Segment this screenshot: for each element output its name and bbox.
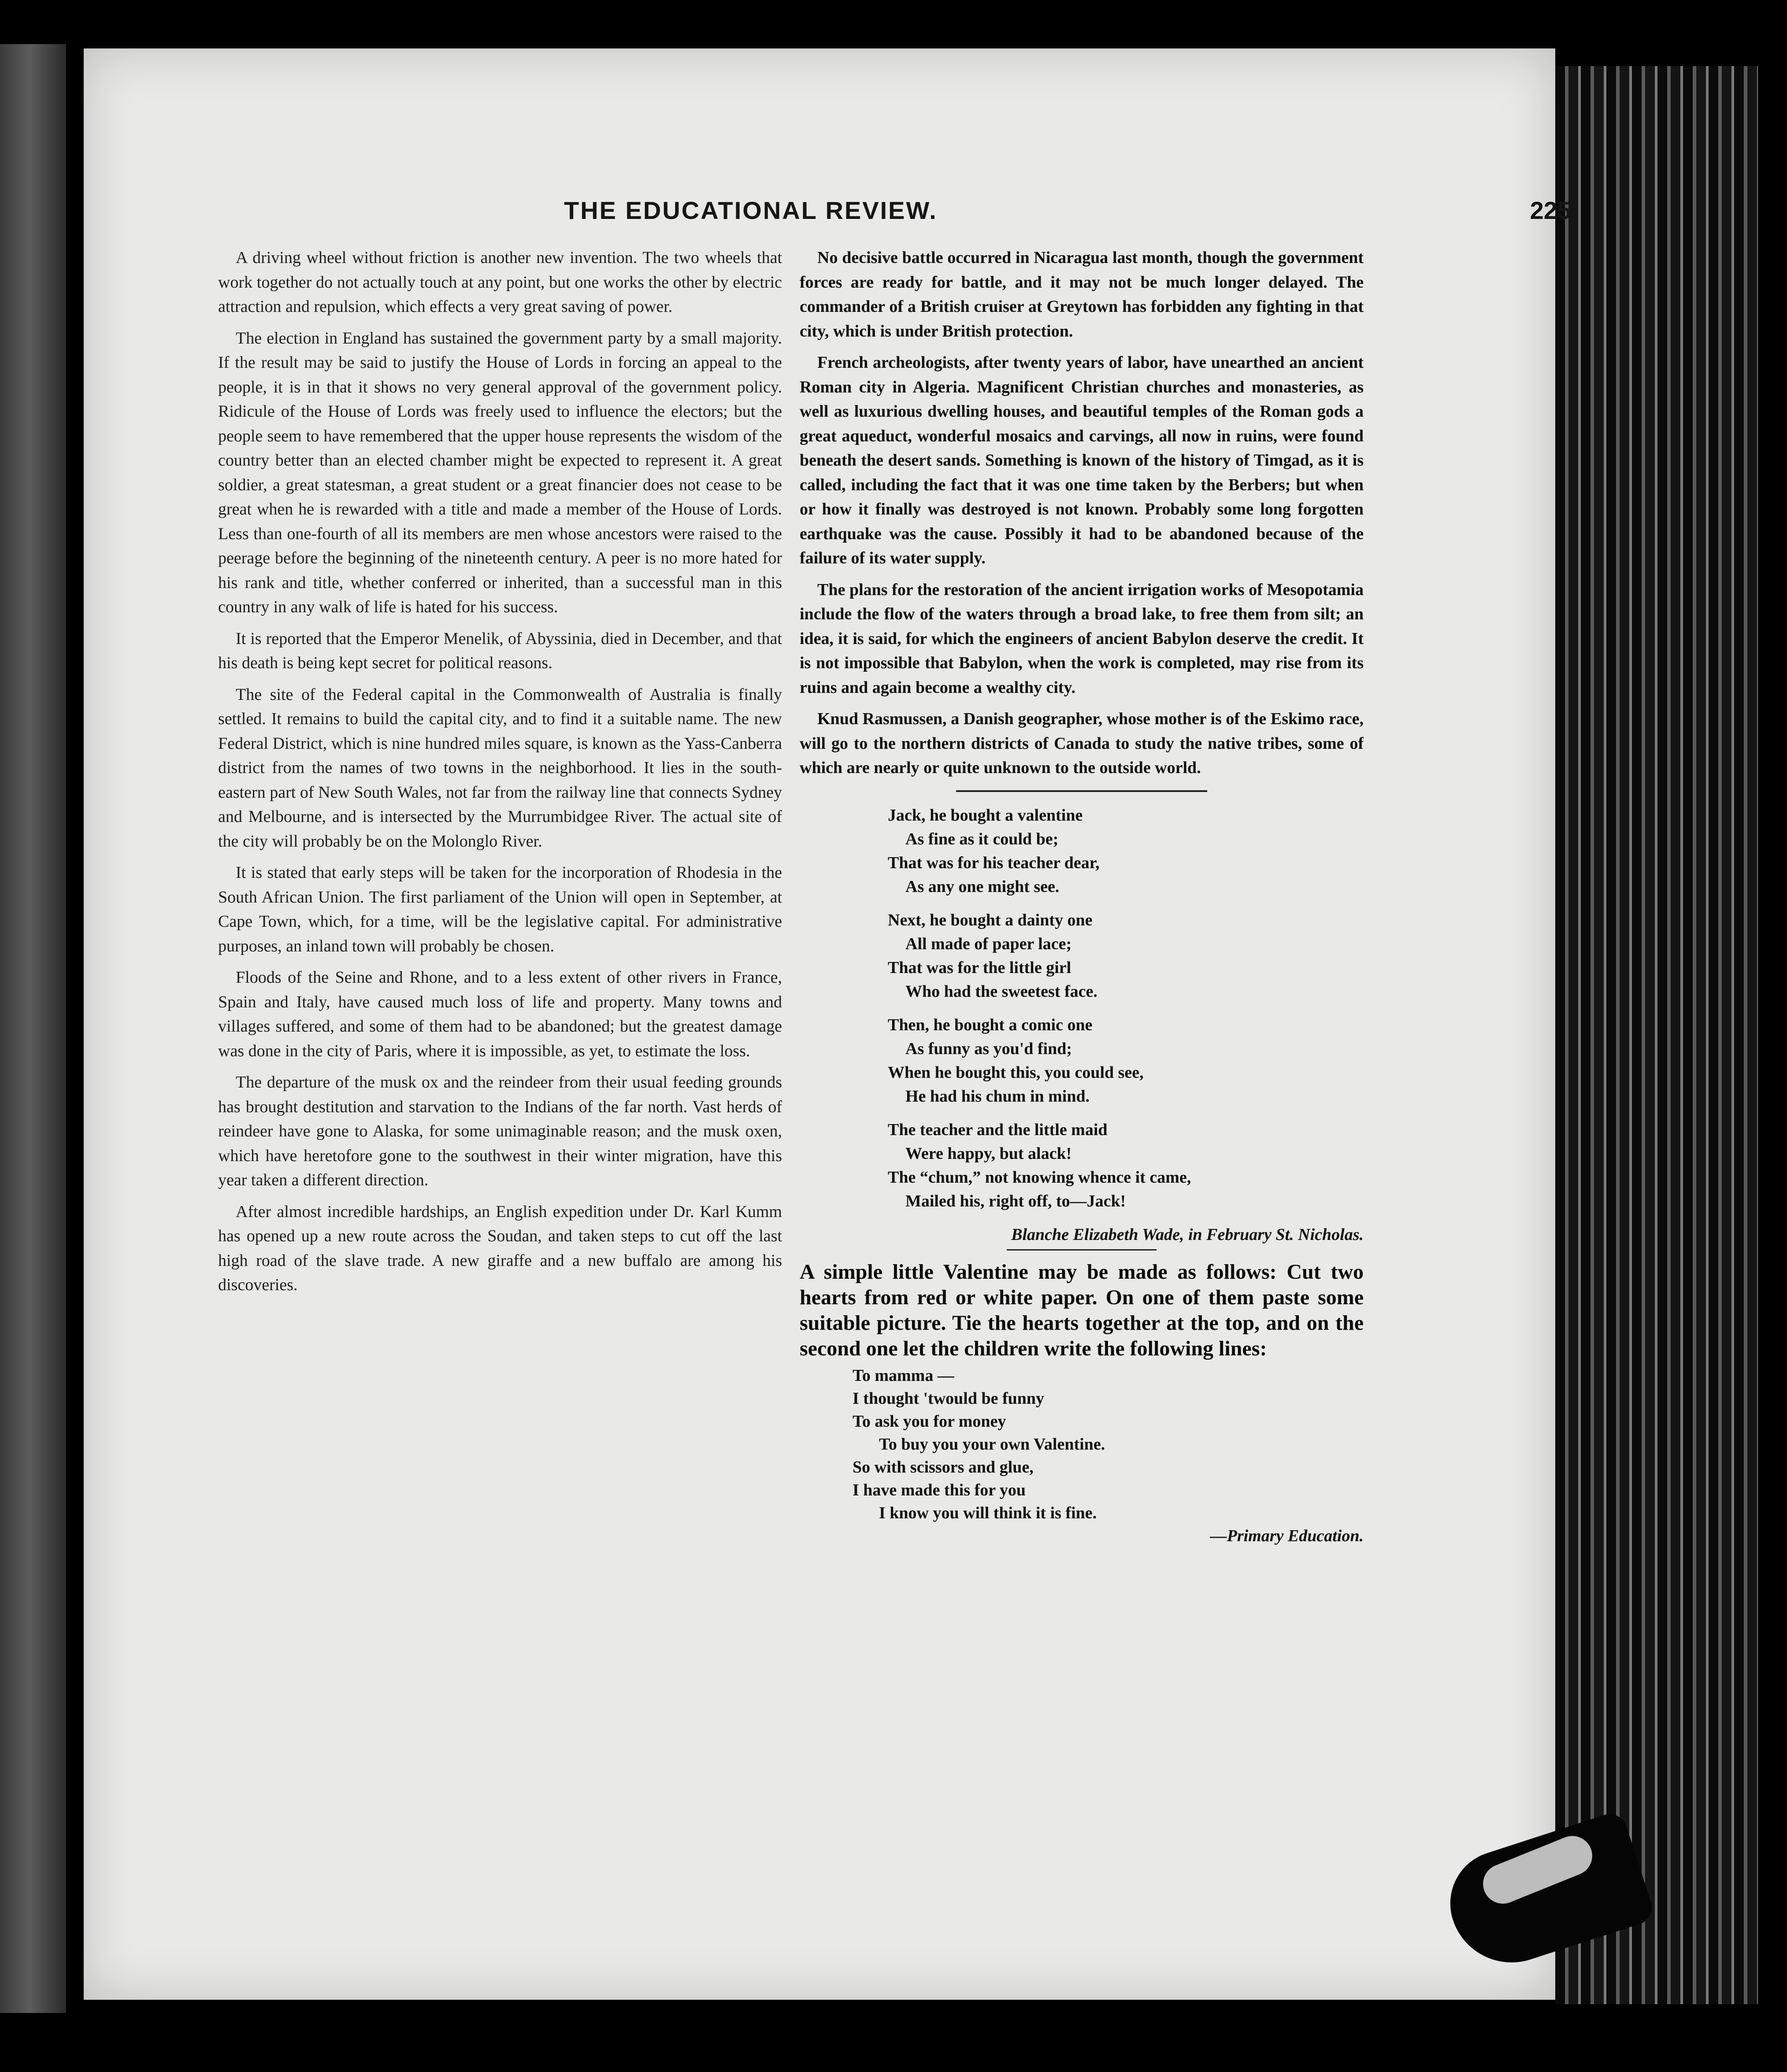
article-paragraph: The site of the Federal capital in the Commonwealth of Australia is finally settled. It remains to build the capital city, and to find it a suitable name. The new Federal District, which is nine hundred miles square, is known as the Yass-Canberra district from the names of two towns in the neighborhood. It lies in the south-eastern part of New South Wales, not far from the railway line that connects Sydney and Melbourne, and is intersected by the Murrumbidgee River. The actual site of the city will probably be on the Molonglo River. [218,685,782,851]
poem-line: Jack, he bought a valentine [888,806,1083,825]
verse-line: To mamma — [853,1366,954,1385]
poem-stanza [888,1118,1364,1213]
article-paragraph: Knud Rasmussen, a Danish geographer, whose mother is of the Eskimo race, will go to the northern districts of Canada to study the native tribes, some of which are nearly or quite unknown to the outside world. [800,710,1364,777]
poem-line: That was for his teacher dear, [888,853,1100,872]
article-paragraph: No decisive battle occurred in Nicaragua last month, though the government forces are ready for battle, and it may not be much longer delayed. The commander of a British cruiser at Greytown has forbidden any fighting in that city, which is under British protection. [800,248,1364,340]
right-column [800,246,1364,1779]
poem-stanza [888,908,1364,1003]
article-paragraph: It is stated that early steps will be taken for the incorporation of Rhodesia in the South African Union. The first parliament of the Union will open in September, at Cape Town, which, for a time, will be the legislative capital. For administrative purposes, an inland town will probably be chosen. [218,863,782,955]
article-paragraph: The departure of the musk ox and the reindeer from their usual feeding grounds has brought destitution and starvation to the Indians of the far north. Vast herds of reindeer have gone to Alaska, for some unimaginable reason; and the musk oxen, which have heretofore gone to the southwest in their winter migration, have this year taken a different direction. [218,1073,782,1189]
verse-source: —Primary Education. [1210,1526,1364,1545]
article-paragraph: The plans for the restoration of the ancient irrigation works of Mesopotamia include the flow of the waters through a broad lake, to free them from silt; an idea, it is said, for which the engineers of ancient Babylon deserve the credit. It is not impossible that Babylon, when the work is completed, may rise from its ruins and again become a wealthy city. [800,580,1364,697]
poem-line: That was for the little girl [888,958,1071,977]
verse-line: So with scissors and glue, [853,1458,1034,1476]
poem-line: Then, he bought a comic one [888,1015,1093,1034]
article-paragraph: It is reported that the Emperor Menelik, of Abyssinia, died in December, and that his death is being kept secret for political reasons. [218,629,782,672]
article-paragraph: After almost incredible hardships, an English expedition under Dr. Karl Kumm has opened up a new route across the Soudan, and taken steps to cut off the last high road of the slave trade. A new giraffe and a new buffalo are among his discoveries. [218,1202,782,1294]
page-number: 225 [1530,196,1571,224]
poem-line: Who had the sweetest face. [905,982,1097,1001]
verse-line: I have made this for you [853,1480,1026,1499]
running-header [564,196,1571,236]
valentine-poem [888,803,1364,1213]
section-divider [1007,1249,1157,1251]
poem-line: Next, he bought a dainty one [888,910,1093,929]
verse-line: To ask you for money [853,1412,1006,1431]
article-paragraph: The election in England has sustained the government party by a small majority. If the result may be said to justify the House of Lords in forcing an appeal to the people, it is in that it shows no very general approval of the government policy. Ridicule of the House of Lords was freely used to influence the electors; but the people seem to have remembered that the upper house represents the wisdom of the country better than an elected chamber might be expected to represent it. A great soldier, a great statesman, a great student or a great financier does not cease to be great when he is rewarded with a title and made a member of the House of Lords. Less than one-fourth of all its members are men whose ancestors were raised to the peerage before the beginning of the nineteenth century. A peer is no more hated for his rank and title, whether conferred or inherited, than a successful man in this country in any walk of life is hated for his success. [218,329,782,616]
poem-line: As fine as it could be; [905,829,1059,848]
poem-line: As funny as you'd find; [905,1039,1072,1058]
poem-stanza [888,1013,1364,1108]
poem-line: The “chum,” not knowing whence it came, [888,1168,1191,1187]
valentine-verse [853,1364,1364,1524]
poem-attribution: Blanche Elizabeth Wade, in February St. Nicholas. [1011,1225,1364,1244]
article-paragraph: French archeologists, after twenty years of labor, have unearthed an ancient Roman city in Algeria. Magnificent Christian churches and monasteries, as well as luxurious dwelling houses, and beautiful temples of the Roman gods a great aqueduct, wonderful mosaics and carvings, all now in ruins, were found beneath the desert sands. Something is known of the history of Timgad, as it is called, including the fact that it was one time taken by the Berbers; but when or how it finally was destroyed is not known. Probably some long forgotten earthquake was the cause. Possibly it had to be abandoned because of the failure of its water supply. [800,353,1364,567]
journal-title: THE EDUCATIONAL REVIEW. [564,196,938,224]
poem-line: All made of paper lace; [905,934,1072,953]
article-paragraph: Floods of the Seine and Rhone, and to a less extent of other rivers in France, Spain and Italy, have caused much loss of life and property. Many towns and villages suffered, and some of them had to be abandoned; but the greatest damage was done in the city of Paris, where it is impossible, as yet, to estimate the loss. [218,968,782,1060]
poem-line: The teacher and the little maid [888,1120,1108,1139]
facing-page-edge [0,44,66,2013]
poem-stanza [888,803,1364,899]
poem-line: Were happy, but alack! [905,1144,1072,1163]
valentine-instructions: A simple little Valentine may be made as follows: Cut two hearts from red or white paper. On one of them paste some suitable picture. Tie the hearts together at the top, and on the second one let the children write the following lines: [800,1260,1364,1360]
article-paragraph: A driving wheel without friction is another new invention. The two wheels that work together do not actually touch at any point, but one works the other by electric attraction and repulsion, which effects a very great saving of power. [218,248,782,316]
verse-line: To buy you your own Valentine. [879,1435,1105,1454]
poem-line: He had his chum in mind. [905,1087,1090,1106]
page-stack-edges [1555,66,1758,2004]
poem-line: As any one might see. [905,877,1060,896]
poem-line: When he bought this, you could see, [888,1063,1144,1082]
poem-line: Mailed his, right off, to—Jack! [905,1191,1126,1210]
verse-line: I thought 'twould be funny [853,1389,1045,1408]
verse-line: I know you will think it is fine. [879,1503,1097,1522]
left-column [218,246,782,1779]
section-divider [956,790,1207,792]
